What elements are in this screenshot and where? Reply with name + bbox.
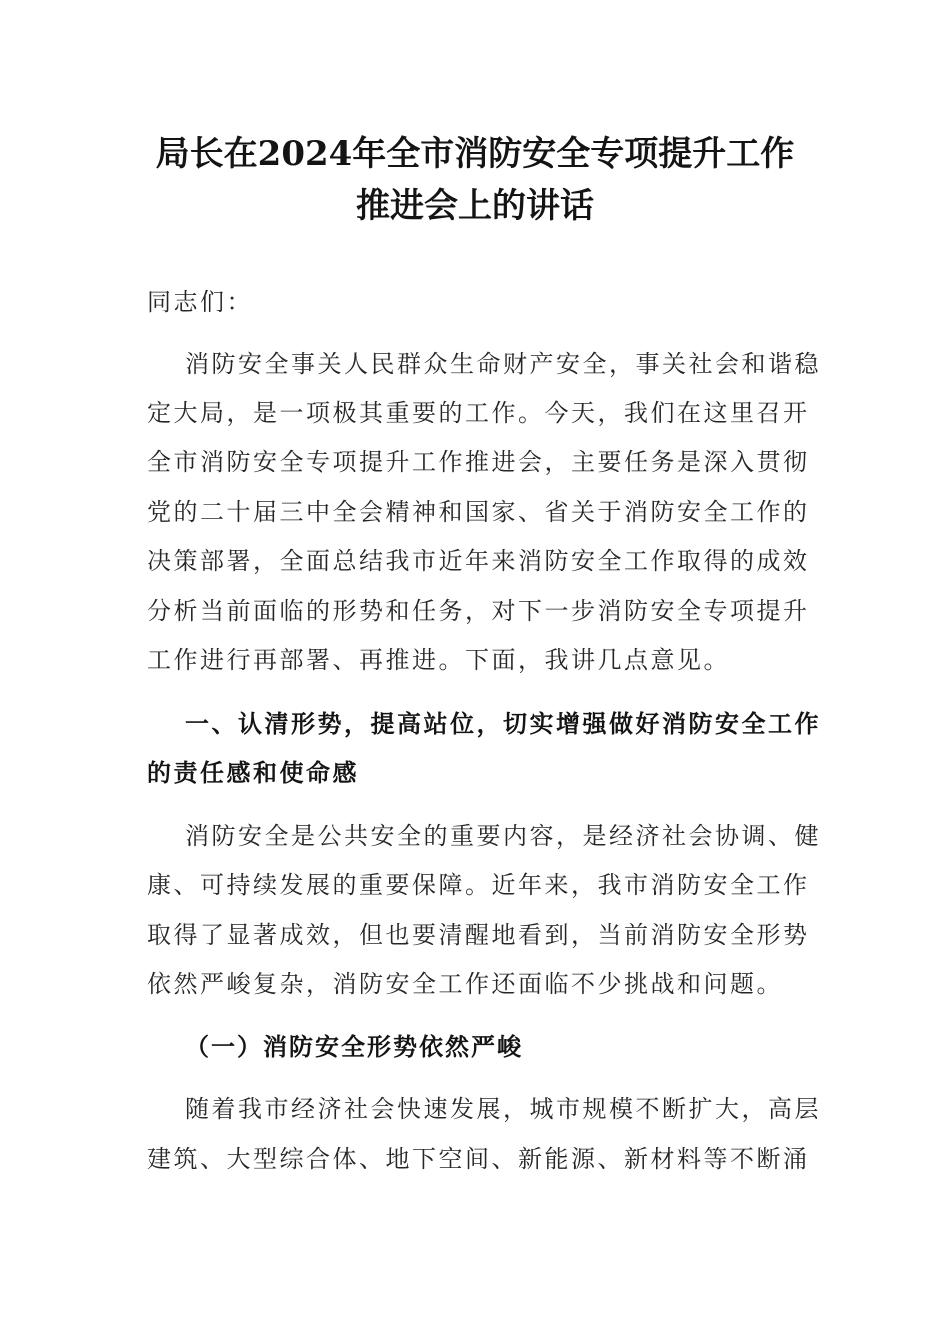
paragraph-1-line-3: 全市消防安全专项提升工作推进会，主要任务是深入贯彻 [147,448,810,476]
section-1-heading-line-1: 一、认清形势，提高站位，切实增强做好消防安全工作 [185,710,821,738]
paragraph-1-line-4: 党的二十届三中全会精神和国家、省关于消防安全工作的 [147,498,810,526]
paragraph-1-line-2: 定大局，是一项极其重要的工作。今天，我们在这里召开 [147,399,810,427]
paragraph-1-line-6: 分析当前面临的形势和任务，对下一步消防安全专项提升 [147,597,810,625]
paragraph-1-line-7: 工作进行再部署、再推进。下面，我讲几点意见。 [147,646,730,674]
salutation: 同志们： [147,288,253,316]
paragraph-2-line-3: 取得了显著成效，但也要清醒地看到，当前消防安全形势 [147,921,810,949]
paragraph-3-line-2: 建筑、大型综合体、地下空间、新能源、新材料等不断涌 [147,1145,810,1173]
paragraph-3-line-1: 随着我市经济社会快速发展，城市规模不断扩大，高层 [185,1095,821,1123]
document-title-line-1: 局长在2024年全市消防安全专项提升工作 [155,134,795,174]
subsection-1-heading: （一）消防安全形势依然严峻 [185,1033,523,1061]
paragraph-2-line-1: 消防安全是公共安全的重要内容，是经济社会协调、健 [185,822,821,850]
paragraph-1-line-1: 消防安全事关人民群众生命财产安全，事关社会和谐稳 [185,350,821,378]
section-1-heading-line-2: 的责任感和使命感 [147,759,359,787]
paragraph-2-line-2: 康、可持续发展的重要保障。近年来，我市消防安全工作 [147,871,810,899]
document-title-line-2: 推进会上的讲话 [356,186,594,226]
paragraph-1-line-5: 决策部署，全面总结我市近年来消防安全工作取得的成效 [147,547,810,575]
paragraph-2-line-4: 依然严峻复杂，消防安全工作还面临不少挑战和问题。 [147,970,783,998]
